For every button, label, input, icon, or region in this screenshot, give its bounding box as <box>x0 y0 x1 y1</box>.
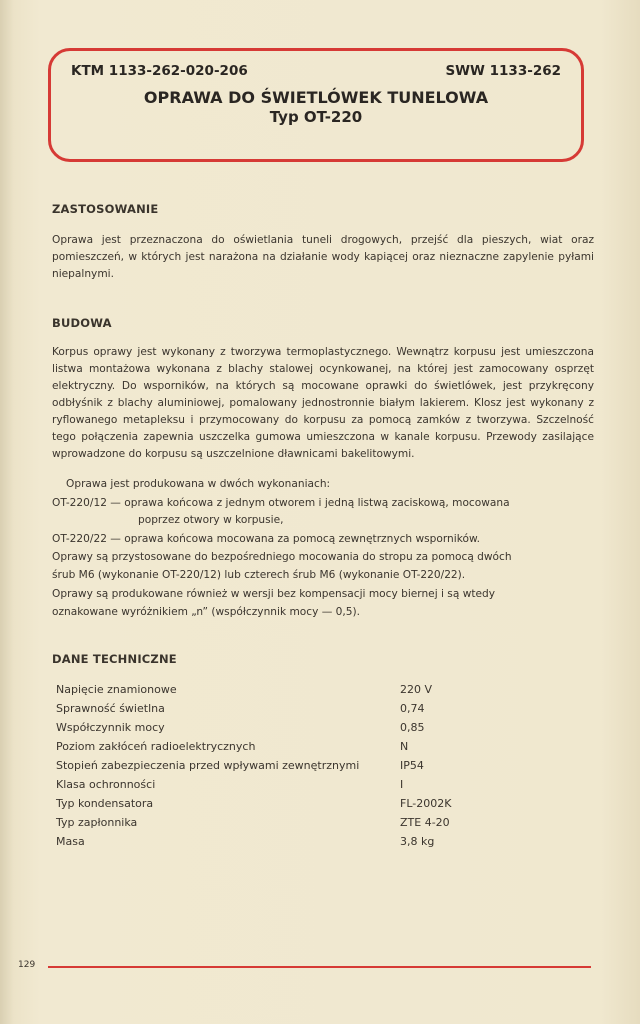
tech-label: Poziom zakłóceń radioelektrycznych <box>56 740 256 753</box>
tech-value: 0,74 <box>400 702 425 715</box>
tech-value: 3,8 kg <box>400 835 435 848</box>
section-title-zastosowanie: ZASTOSOWANIE <box>52 202 159 216</box>
section-title-dane: DANE TECHNICZNE <box>52 652 177 666</box>
mounting-line-1: Oprawy są przystosowane do bezpośredniego mocowania do stropu za pomocą dwóch <box>52 551 512 563</box>
variant-1-line-a: OT-220/12 — oprawa końcowa z jednym otworem i jedną listwą zaciskową, mocowana <box>52 497 510 509</box>
paragraph-zastosowanie <box>52 232 594 283</box>
page-number: 129 <box>18 960 36 970</box>
section-title-budowa: BUDOWA <box>52 316 112 330</box>
tech-value: N <box>400 740 409 753</box>
tech-value: 220 V <box>400 683 433 696</box>
tech-label: Klasa ochronności <box>56 778 156 791</box>
tech-value: ZTE 4-20 <box>400 816 450 829</box>
budowa-text: Korpus oprawy jest wykonany z tworzywa termoplastycznego. Wewnątrz korpusu jest umieszczona listwa montażowa wykonana z blachy stalowej ocynkowanej, na której jest zamocowany osprzęt elektryczny. Do wsporników, na których są mocowane oprawki do świetlówek, jest przykręcony odbłyśnik z blachy aluminiowej, pomalowany jednostronnie białym lakierem. Klosz jest wykonany z ryflowanego metapleksu i przymocowany do korpusu za pomocą zamków z tworzywa. Szczelność tego połączenia zapewnia uszczelka gumowa umieszczona w kanale korpusu. Przewody zasilające wprowadzone do korpusu są uszczelnione dławnicami bakelitowymi. <box>52 346 594 460</box>
paragraph-budowa <box>52 344 594 463</box>
tech-label: Stopień zabezpieczenia przed wpływami zewnętrznymi <box>56 759 360 772</box>
document-subtitle: Typ OT-220 <box>269 108 363 126</box>
tech-row <box>56 797 476 816</box>
tech-row <box>56 816 476 835</box>
tech-label: Masa <box>56 835 85 848</box>
tech-label: Typ kondensatora <box>56 797 154 810</box>
compensation-line-2: oznakowane wyróżnikiem „n” (współczynnik mocy — 0,5). <box>52 606 361 618</box>
tech-row <box>56 835 476 854</box>
tech-row <box>56 759 476 778</box>
tech-value: 0,85 <box>400 721 425 734</box>
tech-row <box>56 721 476 740</box>
bottom-rule <box>48 966 591 968</box>
tech-row <box>56 740 476 759</box>
variants-intro: Oprawa jest produkowana w dwóch wykonaniach: <box>66 478 331 490</box>
tech-label: Napięcie znamionowe <box>56 683 177 696</box>
tech-value: I <box>400 778 404 791</box>
variant-2-line: OT-220/22 — oprawa końcowa mocowana za pomocą zewnętrznych wsporników. <box>52 533 481 545</box>
tech-label: Sprawność świetlna <box>56 702 165 715</box>
ktm-code: KTM 1133-262-020-206 <box>71 63 248 79</box>
tech-label: Współczynnik mocy <box>56 721 165 734</box>
tech-value: FL-2002K <box>400 797 452 810</box>
tech-row <box>56 778 476 797</box>
sww-code: SWW 1133-262 <box>445 63 561 79</box>
tech-value: IP54 <box>400 759 424 772</box>
tech-row <box>56 683 476 702</box>
zastosowanie-text: Oprawa jest przeznaczona do oświetlania tuneli drogowych, przejść dla pieszych, wiat oraz pomieszczeń, w których jest narażona na działanie wody kapiącej oraz nieznaczne zapylenie pyłami niepalnymi. <box>52 234 594 280</box>
variant-1-line-b: poprzez otwory w korpusie, <box>138 514 284 526</box>
header-box <box>48 48 584 162</box>
document-title: OPRAWA DO ŚWIETLÓWEK TUNELOWA <box>143 88 489 107</box>
compensation-line-1: Oprawy są produkowane również w wersji bez kompensacji mocy biernej i są wtedy <box>52 588 496 600</box>
mounting-line-2: śrub M6 (wykonanie OT-220/12) lub czterech śrub M6 (wykonanie OT-220/22). <box>52 569 466 581</box>
tech-row <box>56 702 476 721</box>
tech-label: Typ zapłonnika <box>56 816 138 829</box>
